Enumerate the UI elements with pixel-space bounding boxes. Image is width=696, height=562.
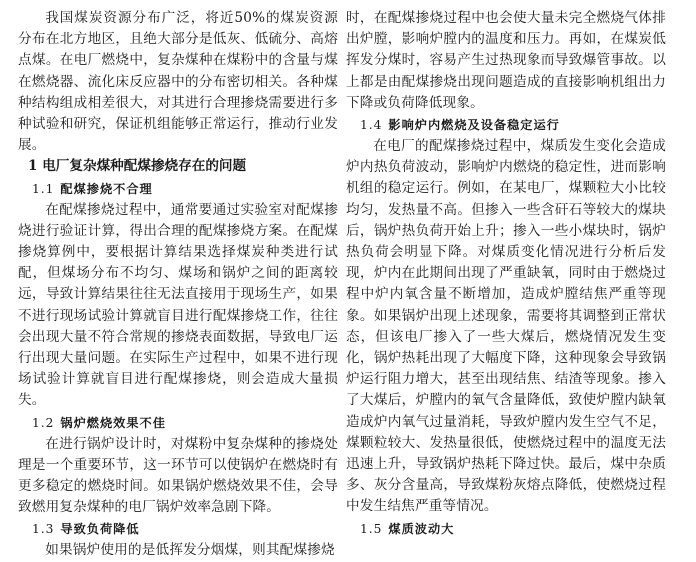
section-1-5-number: 1.5 <box>360 521 383 536</box>
right-column <box>346 8 666 540</box>
section-1-2-number: 1.2 <box>32 415 55 430</box>
section-1-5-heading <box>346 518 666 540</box>
section-1-3-title: 导致负荷降低 <box>60 522 140 537</box>
section-1-1-number: 1.1 <box>32 181 55 196</box>
section-1-4-paragraph: 在电厂的配煤掺烧过程中，煤质发生变化会造成炉内热负荷波动，影响炉内燃烧的稳定性，进而影响机组的稳定运行。例如，在某电厂，煤颗粒大小比较均匀，发热量不高。但掺入一些含矸石等较大的煤块后，锅炉热负荷开始上升；掺入一些小煤块时，锅炉热负荷会明显下降。对煤质变化情况进行分析后发现，炉内在此期间出现了严重缺氧，同时由于燃烧过程中炉内氧含量不断增加，造成炉膛结焦严重等现象。如果锅炉出现上述现象，需要将其调整到正常状态，但该电厂掺入了一些大煤后，燃烧情况发生变化，锅炉热耗出现了大幅度下降，这种现象会导致锅炉运行阻力增大，甚至出现结焦、结渣等现象。掺入了大煤后，炉膛内的氧气含量降低，致使炉膛内缺氧造成炉内氧气过量消耗，导致炉膛内发生空气不足，煤颗粒较大、发热量很低，使燃烧过程中的温度无法迅速上升，导致锅炉热耗下降过快。最后，煤中杂质多、灰分含量高，导致煤粉灰熔点降低，使燃烧过程中发生结焦严重等情况。 <box>346 138 666 515</box>
continued-paragraph: 时，在配煤掺烧过程中也会使大量未完全燃烧气体排出炉膛，影响炉膛内的温度和压力。再如，在煤炭低挥发分煤时，容易产生过热现象而导致爆管事故。以上都是由配煤掺烧出现问题造成的直接影响机组出力下降或负荷降低现象。 <box>346 10 666 111</box>
section-1-1-title: 配煤掺烧不合理 <box>60 181 153 196</box>
section-1-2-title: 锅炉燃烧效果不佳 <box>60 415 166 430</box>
section-1-1-paragraph: 在配煤掺烧过程中，通常要通过实验室对配煤掺烧进行验证计算，得出合理的配煤掺烧方案。在配煤掺烧算例中，要根据计算结果选择煤炭种类进行试配，但煤场分布不均匀、煤场和锅炉之间的距离较远，导致计算结果往往无法直接用于现场生产，如果不进行现场试验计算就盲目进行配煤掺烧工作，往往会出现大量不符合常规的掺烧表面数据，导致电厂运行出现大量问题。在实际生产过程中，如果不进行现场试验计算就盲目进行配煤掺烧，则会造成大量损失。 <box>18 201 338 409</box>
intro-paragraph: 我国煤炭资源分布广泛，将近50%的煤炭资源分布在北方地区，且绝大部分是低灰、低硫分、高熔点煤。在电厂燃烧中，复杂煤种在煤粉中的含量与煤在燃烧器、流化床反应器中的分布密切相关。各种煤种结构组成相差很大，对其进行合理掺烧需要进行多种试验和研究，保证机组能够正常运行，推动行业发展。 <box>18 10 338 154</box>
section-1-2-paragraph: 在进行锅炉设计时，对煤粉中复杂煤种的掺烧处理是一个重要环节，这一环节可以使锅炉在燃烧时有更多稳定的燃烧时间。如果锅炉燃烧效果不佳，会导致燃用复杂煤种的电厂锅炉效率急剧下降。 <box>18 435 338 516</box>
section-1-3-number: 1.3 <box>32 522 55 537</box>
section-1-4-title: 影响炉内燃烧及设备稳定运行 <box>388 118 560 133</box>
section-1-3-paragraph: 如果锅炉使用的是低挥发分烟煤，则其配煤掺烧 <box>45 542 335 559</box>
section-1-5-title: 煤质波动大 <box>388 521 455 536</box>
section-1-heading: 1 电厂复杂煤种配煤掺烧存在的问题 <box>28 158 247 175</box>
section-1-1-heading <box>18 178 338 200</box>
section-1-2-heading <box>18 412 338 434</box>
section-1-4-heading <box>346 114 666 136</box>
left-column <box>18 8 338 562</box>
section-1-4-number: 1.4 <box>360 118 383 133</box>
